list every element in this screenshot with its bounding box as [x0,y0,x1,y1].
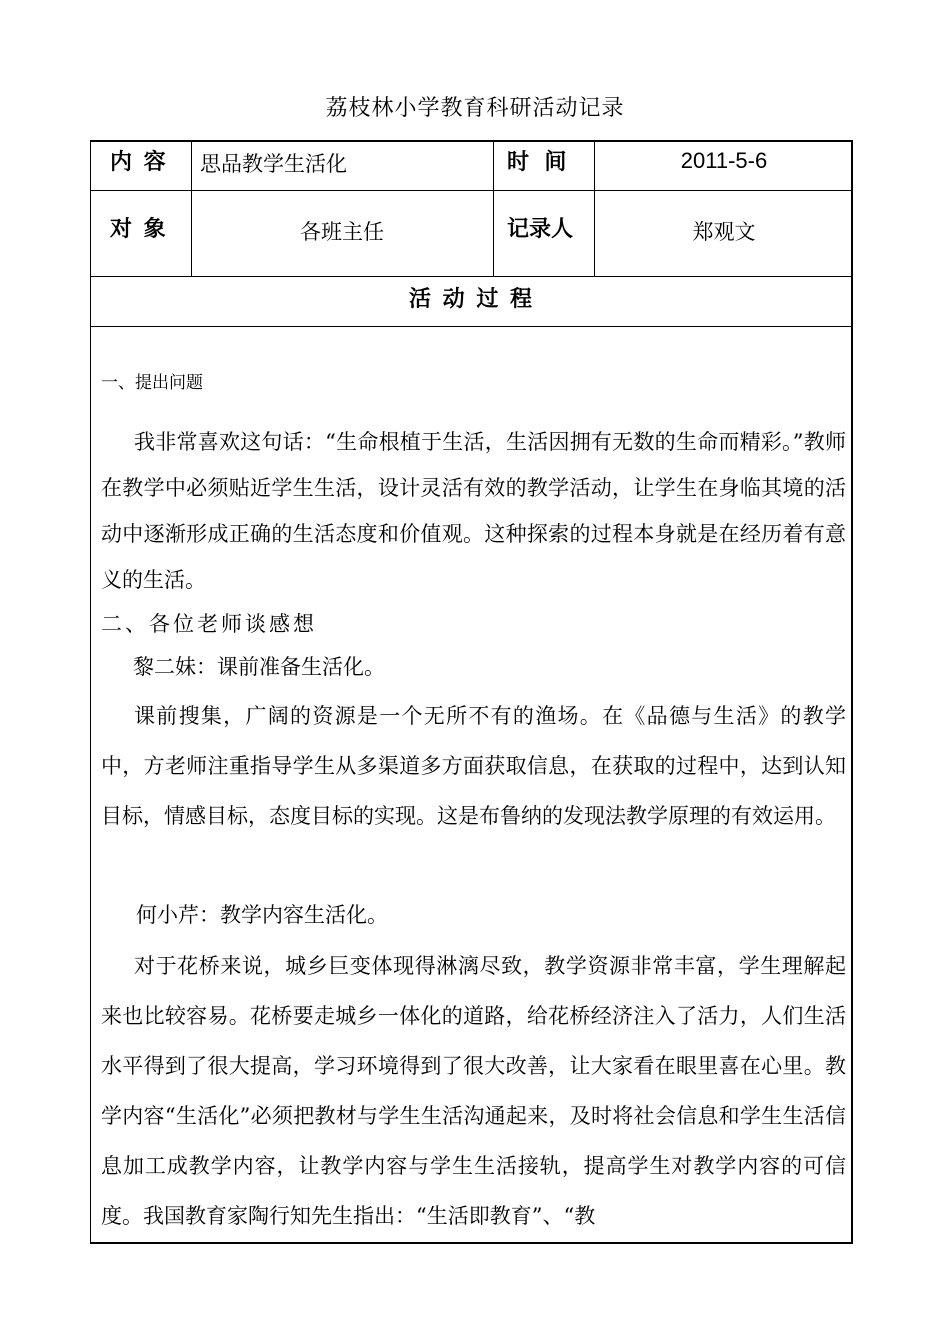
process-heading: 活 动 过 程 [409,287,534,312]
section2-heading: 二、各位老师谈感想 [101,612,317,636]
speaker1-title: 黎二妹：课前准备生活化。 [133,655,385,679]
speaker1-paragraph: 课前搜集，广阔的资源是一个无所不有的渔场。在《品德与生活》的教学中，方老师注重指导学生从多渠道多方面获取信息，在获取的过程中，达到认知目标，情感目标，态度目标的实现。这是布鲁纳的发现法教学原理的有效运用。 [101,704,846,828]
section1-heading: 一、提出问题 [101,373,203,393]
target-label: 对 象 [110,217,168,242]
table-row-divider [90,276,853,277]
table-row-divider [90,190,853,191]
table-row-divider [90,326,853,327]
section1-paragraph: 我非常喜欢这句话：“生命根植于生活，生活因拥有无数的生命而精彩。”教师在教学中必须贴近学生生活，设计灵活有效的教学活动，让学生在身临其境的活动中逐渐形成正确的生活态度和价值观。这种探索的过程本身就是在经历着有意义的生活。 [101,430,846,592]
time-value: 2011-5-6 [680,148,768,173]
document-title: 荔枝林小学教育科研活动记录 [325,96,625,121]
table-col-divider [191,140,192,276]
table-col-divider [493,140,494,276]
content-label: 内 容 [110,150,168,175]
recorder-label: 记录人 [507,217,574,242]
time-label: 时 间 [507,150,567,175]
content-value: 思品教学生活化 [200,152,347,176]
speaker2-title: 何小芹：教学内容生活化。 [136,903,388,927]
speaker2-paragraph: 对于花桥来说，城乡巨变体现得淋漓尽致，教学资源非常丰富，学生理解起来也比较容易。花桥要走城乡一体化的道路，给花桥经济注入了活力，人们生活水平得到了很大提高，学习环境得到了很大改善，让大家看在眼里喜在心里。教学内容“生活化”必须把教材与学生生活沟通起来，及时将社会信息和学生生活信息加工成教学内容，让教学内容与学生生活接轨，提高学生对教学内容的可信度。我国教育家陶行知先生指出：“生活即教育”、“教 [101,954,846,1228]
target-value: 各班主任 [300,220,384,244]
recorder-value: 郑观文 [692,220,756,244]
